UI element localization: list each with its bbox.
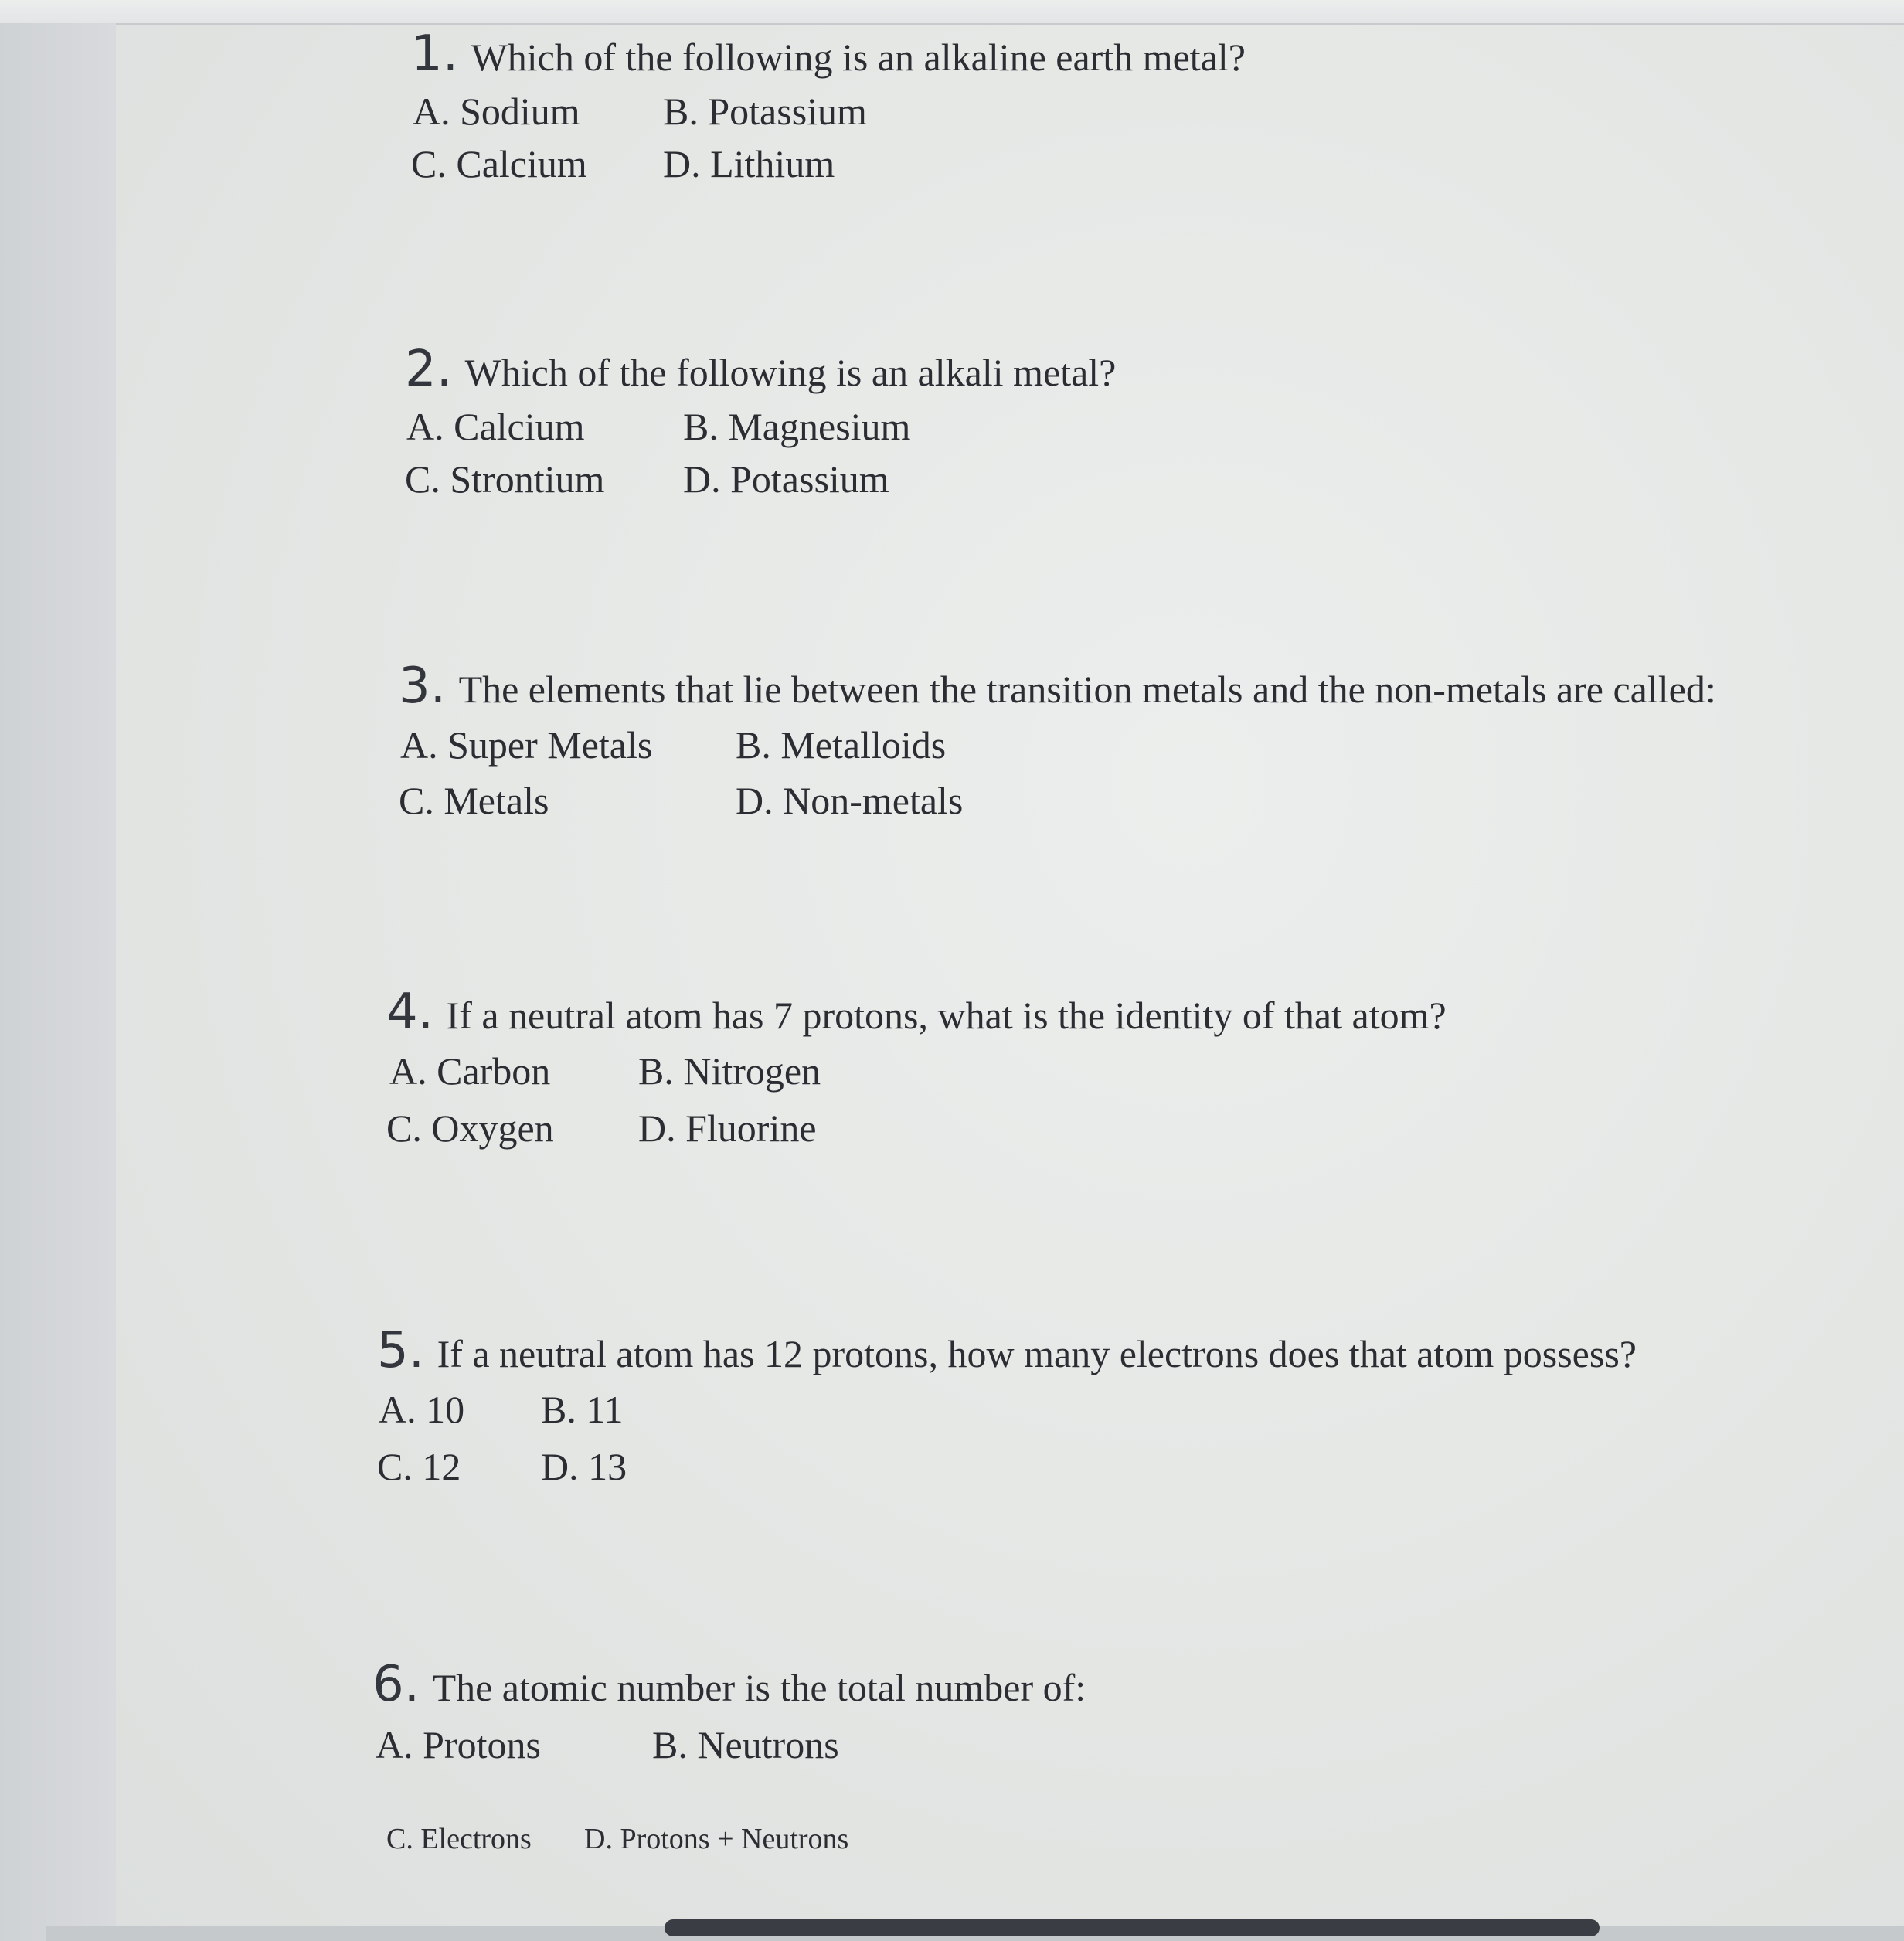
- option-a[interactable]: A. Protons: [376, 1723, 541, 1766]
- option-d[interactable]: D. Fluorine: [638, 1106, 817, 1150]
- question-6-prompt: [372, 1656, 1086, 1713]
- option-b[interactable]: B. Nitrogen: [638, 1049, 821, 1093]
- question-number: 3.: [399, 658, 447, 715]
- option-c[interactable]: C. Oxygen: [386, 1106, 554, 1150]
- question-6: [372, 1656, 1086, 1771]
- option-c[interactable]: C. Metals: [399, 779, 549, 822]
- option-d[interactable]: D. 13: [541, 1445, 627, 1488]
- option-d[interactable]: D. Non-metals: [736, 779, 964, 822]
- option-a[interactable]: A. Super Metals: [400, 723, 653, 767]
- option-b[interactable]: B. Neutrons: [652, 1723, 839, 1766]
- left-margin: [0, 23, 117, 1941]
- option-b[interactable]: B. Metalloids: [736, 723, 947, 767]
- question-text: The atomic number is the total number of:: [432, 1666, 1086, 1709]
- option-c[interactable]: C. 12: [377, 1445, 461, 1488]
- option-a[interactable]: A. 10: [379, 1388, 465, 1431]
- question-number: 6.: [372, 1656, 420, 1713]
- window-top-edge: [0, 0, 1904, 25]
- question-number: 1.: [411, 25, 459, 83]
- option-a[interactable]: A. Sodium: [413, 90, 580, 133]
- document-page: [116, 25, 1904, 1926]
- question-number: 5.: [377, 1322, 425, 1379]
- question-text: The elements that lie between the transition metals and the non-metals are called:: [458, 668, 1716, 711]
- question-2-prompt: [405, 341, 1117, 398]
- question-5: [377, 1322, 1637, 1493]
- option-b[interactable]: B. 11: [541, 1388, 624, 1431]
- question-1-prompt: [411, 25, 1246, 83]
- option-a[interactable]: A. Calcium: [406, 405, 585, 448]
- option-b[interactable]: B. Potassium: [663, 90, 867, 133]
- question-number: 4.: [386, 984, 434, 1041]
- question-3: [399, 658, 1716, 827]
- option-d[interactable]: D. Protons + Neutrons: [584, 1823, 849, 1855]
- question-4: [386, 984, 1447, 1154]
- option-c[interactable]: C. Electrons: [386, 1823, 532, 1855]
- horizontal-scrollbar-thumb[interactable]: [665, 1919, 1600, 1936]
- question-number: 2.: [405, 341, 453, 398]
- option-a[interactable]: A. Carbon: [389, 1049, 551, 1093]
- question-text: If a neutral atom has 7 protons, what is the identity of that atom?: [446, 994, 1447, 1037]
- option-c[interactable]: C. Strontium: [405, 457, 605, 501]
- question-text: If a neutral atom has 12 protons, how many electrons does that atom possess?: [437, 1332, 1637, 1375]
- option-b[interactable]: B. Magnesium: [683, 405, 911, 448]
- question-5-prompt: [377, 1322, 1637, 1379]
- option-c[interactable]: C. Calcium: [411, 142, 587, 185]
- question-text: Which of the following is an alkaline earth metal?: [471, 36, 1246, 79]
- question-2: [405, 341, 1117, 505]
- option-d[interactable]: D. Potassium: [683, 457, 889, 501]
- question-text: Which of the following is an alkali metal?: [464, 351, 1117, 394]
- question-4-prompt: [386, 984, 1447, 1041]
- option-d[interactable]: D. Lithium: [663, 142, 835, 185]
- question-1: [411, 25, 1246, 190]
- question-3-prompt: [399, 658, 1716, 715]
